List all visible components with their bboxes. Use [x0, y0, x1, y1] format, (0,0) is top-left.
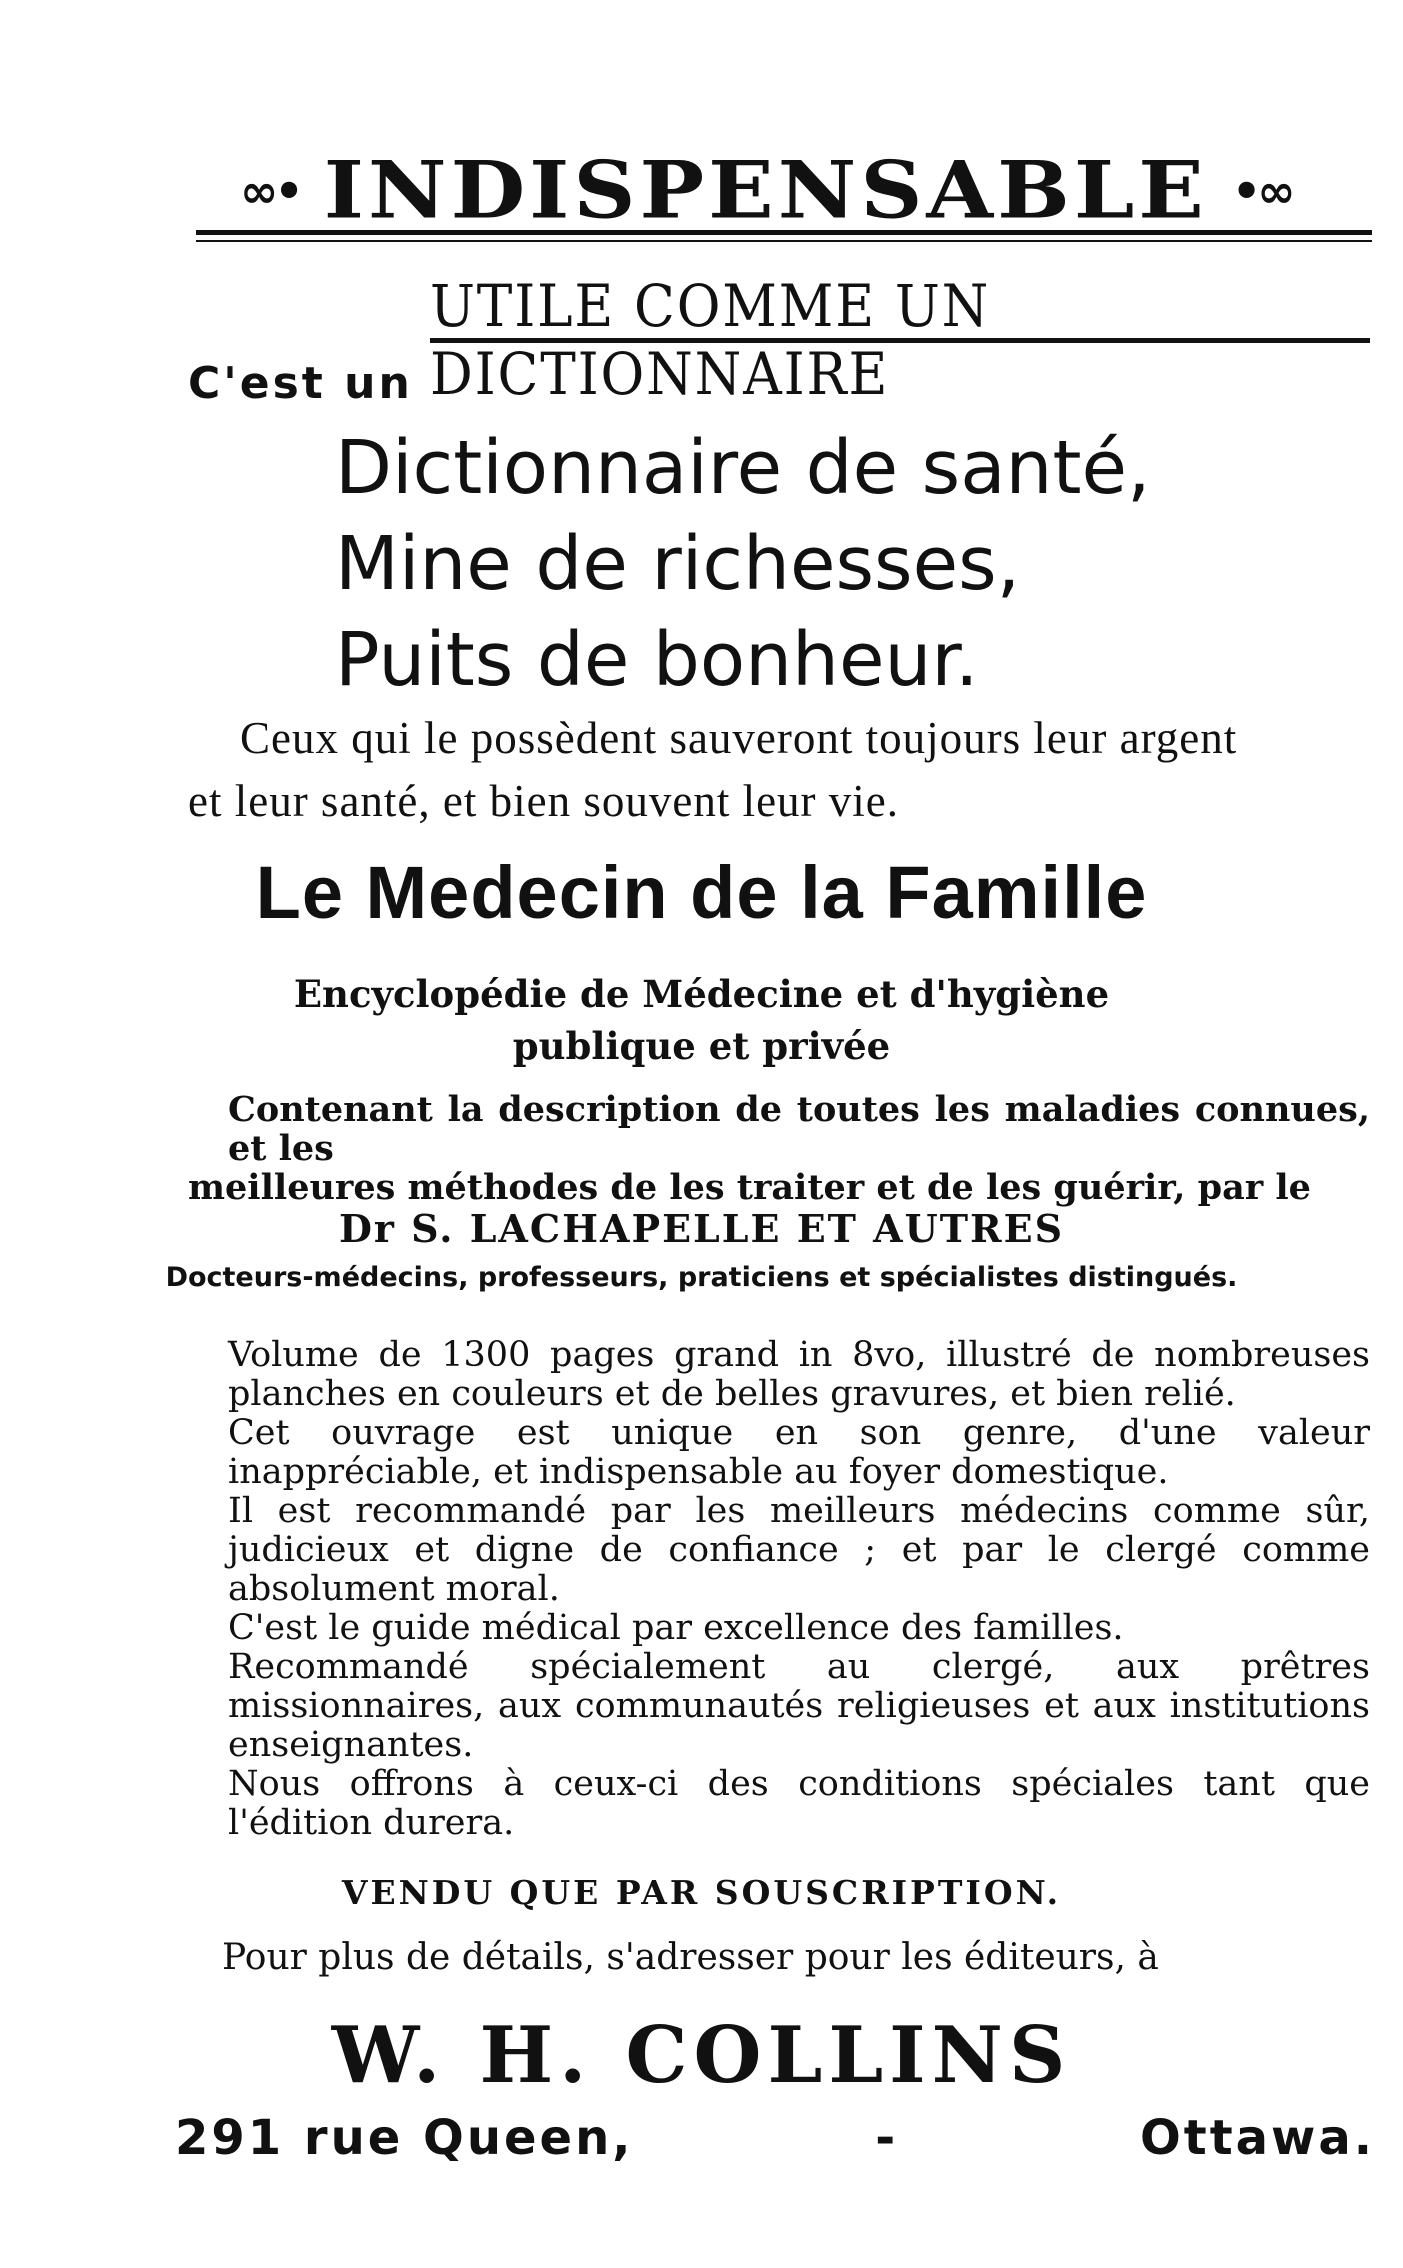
- left-ornament: ∞•: [240, 163, 300, 218]
- description-paragraph: Cet ouvrage est unique en son genre, d'une valeur inappréciable, et indispensable au foyer domestique.: [228, 1413, 1370, 1492]
- address-dash: -: [875, 2110, 899, 2166]
- big-line-1: Dictionnaire de santé,: [335, 425, 1151, 511]
- publisher-name: W. H. COLLINS: [331, 2010, 1072, 2101]
- right-ornament: •∞: [1231, 163, 1292, 218]
- book-title: Le Medecin de la Famille: [255, 851, 1148, 934]
- description-paragraphs: [188, 1336, 1370, 1843]
- address-city: Ottawa.: [1139, 2110, 1375, 2166]
- contact-line: Pour plus de détails, s'adresser pour les éditeurs, à: [222, 1937, 1159, 1978]
- address-street: 291 rue Queen,: [175, 2110, 634, 2166]
- book-subtitle-line-2: publique et privée: [512, 1024, 891, 1068]
- big-line-3: Puits de bonheur.: [335, 617, 979, 703]
- contenant-paragraph: [188, 1090, 1370, 1207]
- description-paragraph: Il est recommandé par les meilleurs médecins comme sûr, judicieux et digne de confiance ; et par le clergé comme absolument moral.: [228, 1491, 1370, 1609]
- headline: [240, 140, 1380, 241]
- headline-title: INDISPENSABLE: [323, 144, 1208, 237]
- book-subtitle-line-1: Encyclopédie de Médecine et d'hygiène: [293, 972, 1110, 1016]
- publisher-address: [175, 2110, 1375, 2166]
- intro-line-2: et leur santé, et bien souvent leur vie.: [188, 776, 900, 826]
- big-line-2: Mine de richesses,: [335, 521, 1021, 607]
- intro-line-1: Ceux qui le possèdent sauveront toujours leur argent: [240, 713, 1238, 763]
- intro-paragraph: [188, 707, 1368, 833]
- headline-rule: [196, 230, 1372, 235]
- lead-text: C'est un: [188, 358, 413, 409]
- contenant-line-2: meilleures méthodes de les traiter et de les guérir, par le: [188, 1167, 1311, 1208]
- big-lines: [335, 420, 1151, 708]
- sold-notice: VENDU QUE PAR SOUSCRIPTION.: [341, 1873, 1062, 1912]
- description-paragraph: Recommandé spécialement au clergé, aux prêtres missionnaires, aux communautés religieuses et aux institutions enseignantes.: [228, 1647, 1370, 1765]
- description-paragraph: Nous offrons à ceux-ci des conditions spéciales tant que l'édition durera.: [228, 1764, 1370, 1843]
- authors: Dr S. LACHAPELLE ET AUTRES: [338, 1206, 1065, 1251]
- subheading: UTILE COMME UN DICTIONNAIRE: [430, 272, 991, 408]
- description-paragraph: Volume de 1300 pages grand in 8vo, illustré de nombreuses planches en couleurs et de belles gravures, et bien relié.: [228, 1335, 1370, 1414]
- description-paragraph: C'est le guide médical par excellence des familles.: [228, 1608, 1124, 1648]
- authors-subtitle: Docteurs-médecins, professeurs, praticiens et spécialistes distingués.: [165, 1262, 1238, 1293]
- subheading-rule: [430, 338, 1370, 343]
- book-subtitle: [0, 968, 1403, 1072]
- contenant-line-1: Contenant la description de toutes les maladies connues, et les: [228, 1089, 1370, 1169]
- headline-rule-thin: [196, 240, 1372, 242]
